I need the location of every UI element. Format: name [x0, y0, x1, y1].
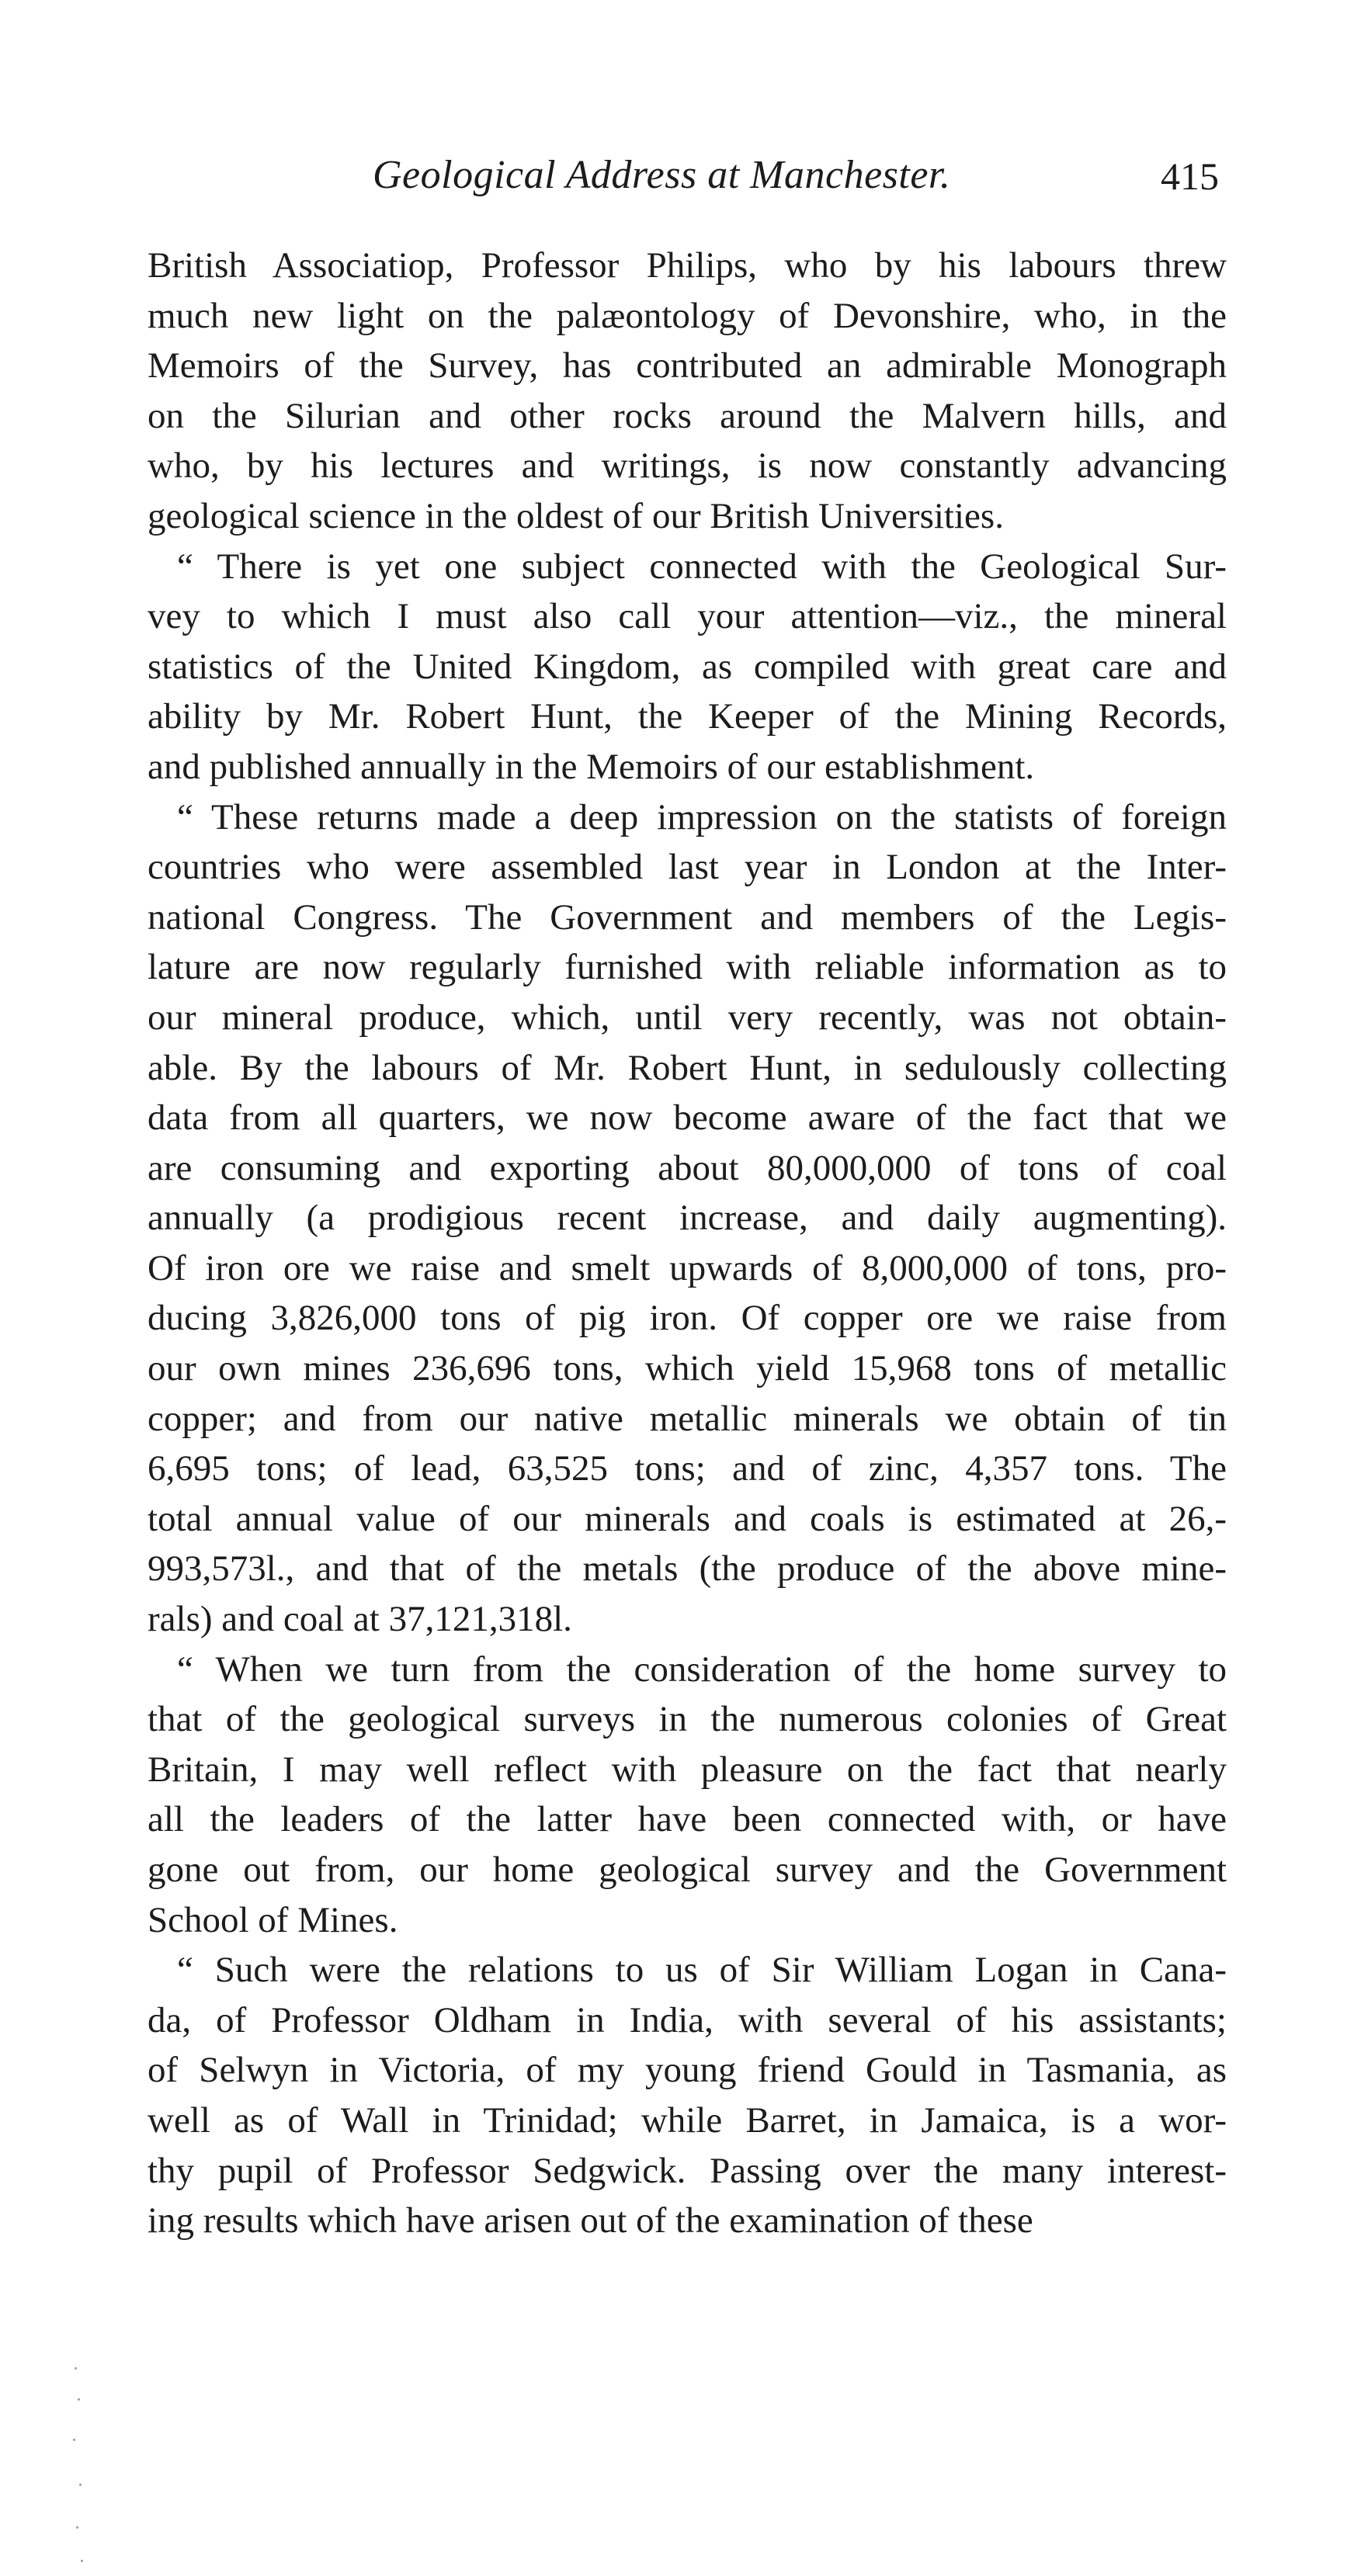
text-line: ducing 3,826,000 tons of pig iron. Of copper ore we raise from	[148, 1298, 1227, 1339]
body-text	[148, 241, 1227, 2246]
text-line: “ These returns made a deep impression on the statists of foreign	[177, 796, 1227, 837]
text-line: well as of Wall in Trinidad; while Barret, in Jamaica, is a wor-	[148, 2099, 1227, 2141]
text-line: data from all quarters, we now become aware of the fact that we	[148, 1097, 1227, 1139]
text-line: thy pupil of Professor Sedgwick. Passing over the many interest-	[148, 2150, 1227, 2191]
text-line: that of the geological surveys in the numerous colonies of Great	[148, 1699, 1227, 1740]
text-line: ing results which have arisen out of the examination of these	[148, 2200, 1033, 2241]
text-line: School of Mines.	[148, 1899, 398, 1940]
text-line: annually (a prodigious recent increase, and daily augmenting).	[148, 1198, 1227, 1239]
text-line: countries who were assembled last year in London at the Inter-	[148, 847, 1227, 888]
text-line: statistics of the United Kingdom, as compiled with great care and	[148, 646, 1227, 687]
text-line: Memoirs of the Survey, has contributed an admirable Monograph	[148, 345, 1227, 387]
text-line: who, by his lectures and writings, is now constantly advancing	[148, 446, 1227, 487]
text-line: total annual value of our minerals and coals is estimated at 26,-	[148, 1498, 1227, 1539]
text-line: our own mines 236,696 tons, which yield 15,968 tons of metallic	[148, 1348, 1227, 1389]
text-line: are consuming and exporting about 80,000,000 of tons of coal	[148, 1147, 1227, 1188]
text-line: “ When we turn from the consideration of the home survey to	[177, 1649, 1227, 1690]
text-line: rals) and coal at 37,121,318l.	[148, 1599, 572, 1640]
text-line: gone out from, our home geological survey and the Government	[148, 1850, 1227, 1890]
text-line: British Associatiop, Professor Philips, who by his labours threw	[148, 245, 1227, 286]
page-number: 415	[1161, 154, 1219, 198]
text-line: able. By the labours of Mr. Robert Hunt, in sedulously collecting	[148, 1047, 1227, 1088]
text-line: Of iron ore we raise and smelt upwards of 8,000,000 of tons, pro-	[148, 1247, 1227, 1288]
text-line: our mineral produce, which, until very recently, was not obtain-	[148, 997, 1227, 1038]
paragraph	[148, 542, 1227, 792]
text-line: “ There is yet one subject connected with the Geological Sur-	[177, 546, 1227, 587]
scan-specks	[70, 2367, 101, 2569]
text-line: da, of Professor Oldham in India, with several of his assistants;	[148, 1999, 1227, 2040]
text-line: vey to which I must also call your attention—viz., the mineral	[148, 596, 1227, 637]
text-line: 6,695 tons; of lead, 63,525 tons; and of zinc, 4,357 tons. The	[148, 1448, 1227, 1489]
text-line: copper; and from our native metallic minerals we obtain of tin	[148, 1398, 1227, 1439]
text-line: national Congress. The Government and members of the Legis-	[148, 896, 1227, 938]
paragraph	[148, 241, 1227, 542]
running-title: Geological Address at Manchester.	[373, 153, 951, 197]
text-line: ability by Mr. Robert Hunt, the Keeper of the Mining Records,	[148, 696, 1227, 737]
text-line: Britain, I may well reflect with pleasure on the fact that nearly	[148, 1749, 1227, 1790]
text-line: “ Such were the relations to us of Sir William Logan in Cana-	[177, 1950, 1227, 1991]
running-head	[148, 152, 1219, 214]
text-line: 993,573l., and that of the metals (the produce of the above mine-	[148, 1548, 1227, 1590]
text-line: much new light on the palæontology of Devonshire, who, in the	[148, 295, 1227, 336]
text-line: and published annually in the Memoirs of our establishment.	[148, 746, 1035, 787]
paragraph	[148, 1645, 1227, 1946]
text-line: geological science in the oldest of our British Universities.	[148, 495, 1004, 536]
paragraph	[148, 792, 1227, 1645]
text-line: all the leaders of the latter have been connected with, or have	[148, 1799, 1227, 1840]
paragraph	[148, 1945, 1227, 2246]
text-line: lature are now regularly furnished with reliable information as to	[148, 947, 1227, 988]
text-line: on the Silurian and other rocks around the Malvern hills, and	[148, 395, 1227, 436]
text-line: of Selwyn in Victoria, of my young friend Gould in Tasmania, as	[148, 2050, 1227, 2091]
